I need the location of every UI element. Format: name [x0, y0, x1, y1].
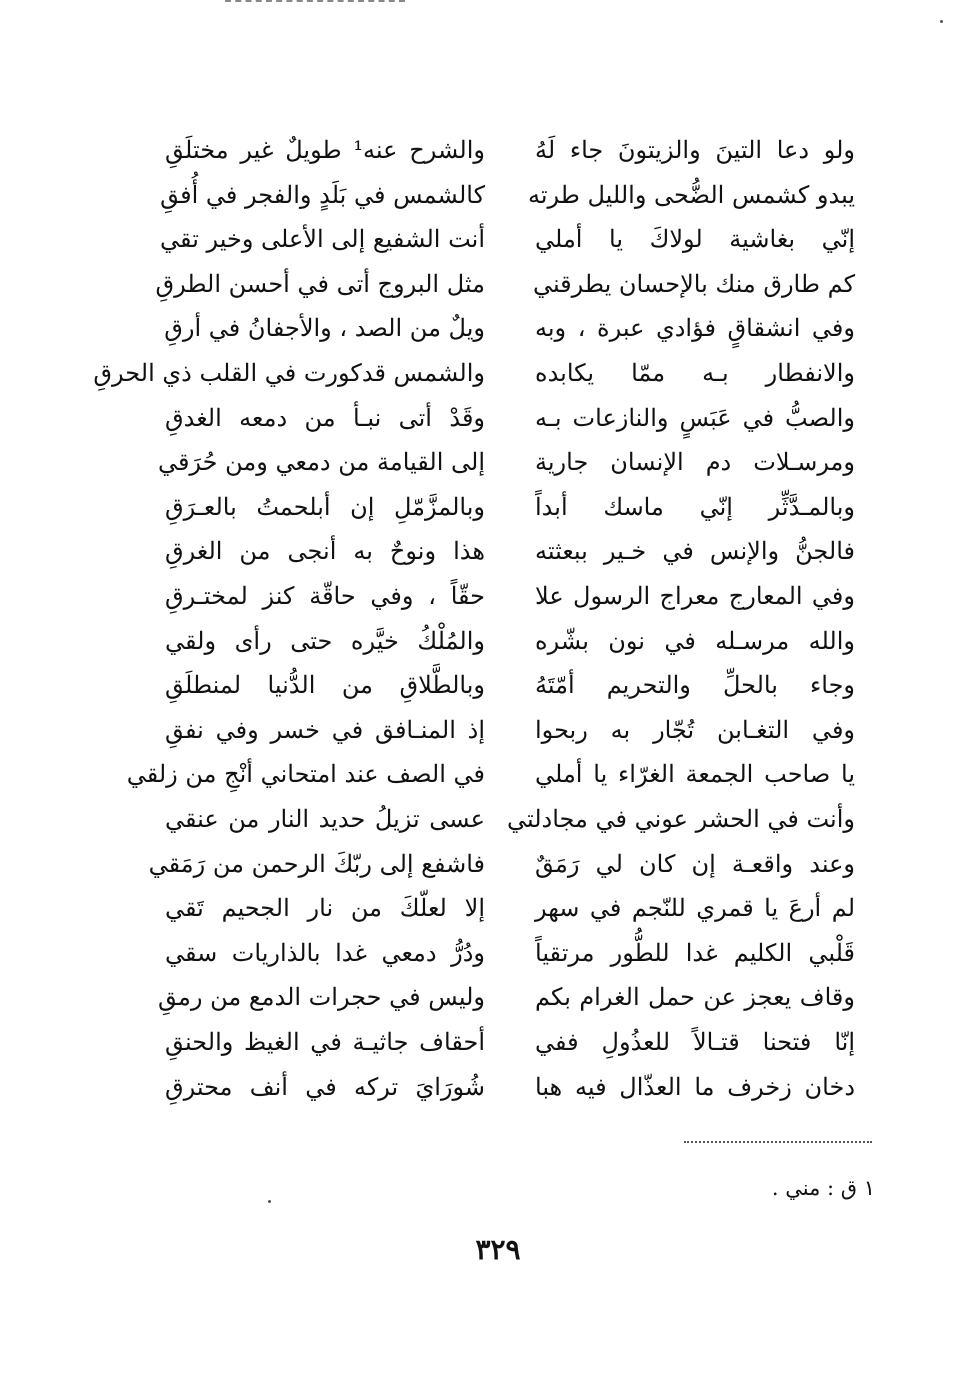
top-edge-rule	[225, 0, 405, 2]
verse-second-hemistich: ويلٌ من الصد ، والأجفانُ في أرقِ	[164, 314, 485, 343]
verse-second-hemistich: أنت الشفيع إلى الأعلى وخير تقي	[160, 225, 485, 254]
verse-second-hemistich: أحقاف جاثيـة في الغيظ والحنقِ	[165, 1028, 485, 1056]
verse-row	[160, 975, 860, 1019]
verse-second-hemistich: إلا لعلّكَ من نار الجحيم تَقي	[165, 894, 485, 923]
verse-first-hemistich: يبدو كشمس الضُّحى والليل طرته	[527, 180, 855, 209]
verse-first-hemistich: والانفطار بـه ممّا يكابده	[535, 359, 855, 387]
verse-first-hemistich: فالجنُّ والإنس في خـير ببعثته	[535, 537, 855, 566]
verse-first-hemistich: والصبُّ في عَبَسٍ والنازعات بـه	[535, 403, 855, 432]
verse-first-hemistich: لم أرعَ يا قمري للنّجم في سهر	[535, 894, 855, 923]
verse-row	[148, 842, 860, 886]
verse-first-hemistich: وفي انشقاقٍ فؤادي عبرة ، وبه	[535, 314, 855, 343]
verse-row	[160, 1020, 860, 1064]
verse-row	[160, 663, 860, 707]
verse-row	[160, 574, 860, 618]
verse-row	[126, 752, 860, 796]
verse-row	[160, 931, 860, 975]
verse-second-hemistich: ودُرُّ دمعي غدا بالذاريات سقي	[165, 938, 485, 967]
verse-second-hemistich: إذ المنـافق في خسر وفي نفقِ	[165, 715, 485, 744]
verse-second-hemistich: حقّاً ، وفي حاقّة كنز لمختـرقِ	[165, 582, 485, 610]
verse-row	[93, 351, 860, 395]
verse-second-hemistich: شُورَايَ تركه في أنف محترقِ	[165, 1072, 485, 1101]
verse-second-hemistich: والشمس قدكورت في القلب ذي الحرقِ	[93, 359, 485, 387]
verse-first-hemistich: وأنت في الحشر عوني في مجادلتي	[506, 805, 855, 833]
verse-second-hemistich: هذا ونوحٌ به أنجى من الغرقِ	[165, 537, 485, 566]
verse-second-hemistich: في الصف عند امتحاني أنْجِ من زلقي	[126, 760, 485, 789]
verse-row	[160, 306, 860, 350]
verse-row	[157, 440, 860, 484]
verse-row	[160, 217, 860, 261]
verse-first-hemistich: ومرسـلات دم الإنسان جارية	[535, 448, 855, 477]
poem-columns	[93, 128, 860, 1128]
verse-row	[160, 173, 860, 217]
verse-second-hemistich: وبالمزَّمّلِ إن أبلحمتُ بالعـرَقِ	[165, 492, 485, 521]
verse-second-hemistich: عسى تزيلُ حديد النار من عنقي	[165, 805, 485, 833]
verse-second-hemistich: والشرح عنه¹ طويلٌ غير مختلَقِ	[165, 136, 485, 164]
footnote-separator	[684, 1141, 872, 1143]
verse-second-hemistich: وبالطَّلاقِ من الدُّنيا لمنطلَقِ	[165, 671, 485, 700]
verse-first-hemistich: إنّي بغاشية لولاكَ يا أملي	[535, 225, 855, 254]
verse-first-hemistich: يا صاحب الجمعة الغرّاء يا أملي	[535, 760, 855, 789]
verse-first-hemistich: وعند واقعـة إن كان لي رَمَقٌ	[535, 849, 855, 878]
verse-row	[160, 797, 860, 841]
verse-second-hemistich: فاشفع إلى ربّكَ الرحمن من رَمَقي	[148, 849, 485, 878]
verse-first-hemistich: وقاف يعجز عن حمل الغرام بكم	[535, 983, 855, 1012]
verse-row	[160, 886, 860, 930]
verse-row	[160, 396, 860, 440]
verse-first-hemistich: وفي المعارج معراج الرسول علا	[535, 582, 855, 610]
verse-second-hemistich: وقَدْ أتى نبـأ من دمعه الغدقِ	[165, 403, 485, 432]
page-number: ٣٢٩	[475, 1233, 521, 1266]
verse-first-hemistich: وفي التغـابن تُجّار به ربحوا	[535, 715, 855, 744]
verse-row	[155, 262, 860, 306]
verse-first-hemistich: وجاء بالحلِّ والتحريم أمّتَهُ	[535, 671, 855, 700]
verse-first-hemistich: وبالمـدَّثِّر إنّي ماسك أبداً	[535, 492, 855, 521]
footnote: ١ ق : مني .	[771, 1176, 875, 1200]
verse-second-hemistich: إلى القيامة من دمعي ومن حُرَقي	[157, 448, 485, 477]
verse-first-hemistich: ولو دعا التينَ والزيتونَ جاء لَهُ	[535, 136, 855, 164]
verse-second-hemistich: مثل البروج أتى في أحسن الطرقِ	[155, 269, 485, 298]
verse-row	[160, 485, 860, 529]
verse-row	[160, 619, 860, 663]
scan-speck	[940, 20, 943, 23]
verse-row	[160, 529, 860, 573]
verse-row	[160, 708, 860, 752]
verse-row	[160, 128, 860, 172]
verse-first-hemistich: والله مرسـله في نون بشّره	[535, 626, 855, 655]
verse-first-hemistich: قَلْبي الكليم غدا للطُّور مرتقياً	[535, 938, 855, 967]
scan-speck	[268, 1200, 271, 1203]
verse-second-hemistich: والمُلْكُ خيَّره حتى رأى ولقي	[165, 626, 485, 655]
verse-first-hemistich: كم طارق منك بالإحسان يطرقني	[532, 269, 855, 298]
verse-first-hemistich: إنّا فتحنا قتـالاً للعذُولِ ففي	[535, 1028, 855, 1056]
verse-row	[160, 1065, 860, 1109]
verse-second-hemistich: كالشمس في بَلَدٍ والفجر في أُفقِ	[160, 180, 485, 209]
verse-first-hemistich: دخان زخرف ما العذّال فيه هبا	[535, 1072, 855, 1101]
verse-second-hemistich: وليس في حجرات الدمع من رمقِ	[158, 983, 485, 1012]
